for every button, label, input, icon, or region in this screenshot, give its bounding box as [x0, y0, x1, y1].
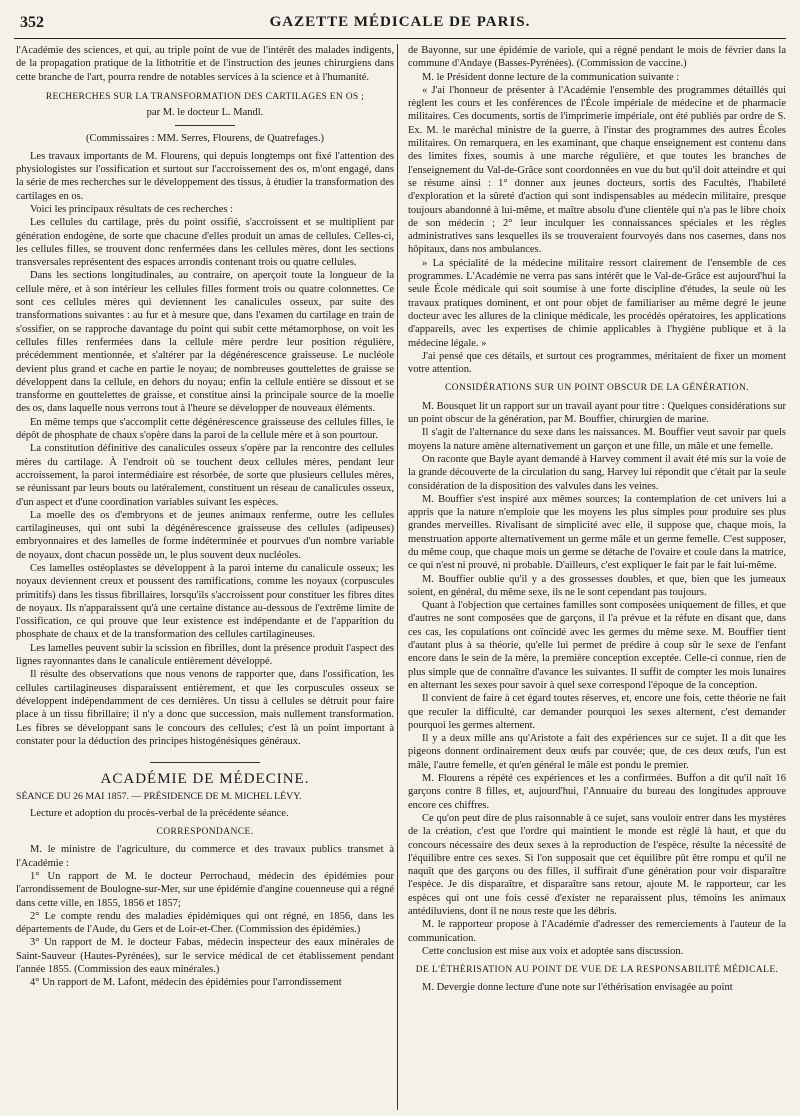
- column-divider: [397, 44, 398, 1110]
- paragraph: M. Flourens a répété ces expériences et les a confirmées. Buffon a dit qu'il naît 16 garçons contre 8 filles, et, aujourd'hui, l'Annuaire du bureau des longitudes approuve encore ces chiffres.: [408, 773, 786, 811]
- article-author: par M. le docteur L. Mandl.: [146, 107, 264, 119]
- section-title: ACADÉMIE DE MÉDECINE.: [100, 771, 310, 788]
- paragraph: Les lamelles peuvent subir la scission en fibrilles, dont la présence produit l'aspect des lignes rayonnantes dans le canalicule entièrement développé.: [16, 642, 394, 668]
- paragraph: l'Académie des sciences, et qui, au triple point de vue de l'intérêt des malades indigents, de la propagation pratique de la lithotritie et de l'instruction des jeunes chirurgiens dans cette branche de l'art, pourra rendre de notables services à la science et à l'humanité.: [16, 45, 394, 83]
- paragraph: La moelle des os d'embryons et de jeunes animaux renferme, outre les cellules cartilagineuses, qui ont subi la dégénérescence graisseuse des cellules (adipeuses) embryonnaires et des lamelles de forme indéterminée et pourvues d'un nombre variable de noyaux, dont chacun possède un, le plus souvent deux nucléoles.: [16, 509, 394, 561]
- paragraph: Les cellules du cartilage, près du point ossifié, s'accroissent et se multiplient par génération endogène, de sorte que chacune d'elles produit un amas de cellules. Celles-ci, les cellules filles, se trouvent donc renfermées dans les cellules mères, dont les sections transversales représentent des espaces arrondis contenant trois ou quatre cellules.: [16, 217, 394, 269]
- paragraph: 2° Le compte rendu des maladies épidémiques qui ont régné, en 1856, dans les départements de l'Aude, du Gers et de Loir-et-Cher. (Commission des épidémies.): [16, 910, 394, 936]
- running-header: [14, 12, 786, 39]
- paragraph: » La spécialité de la médecine militaire ressort clairement de l'ensemble de ces programmes. L'Académie ne verra pas sans intérêt que le Val-de-Grâce est aujourd'hui la seule École médicale qui soit soumise à une forte discipline d'études, la seule où les travaux pratiques dominent, et ont pour objet de familiariser au même degré le jeune docteur avec les allures de la clinique médicale, les procédés opératoires, les applications d'appareils, avec les expertises de chimie applicables à l'hygiène publique et à la médecine légale. »: [408, 257, 786, 349]
- paragraph: Lecture et adoption du procès-verbal de la précédente séance.: [30, 807, 289, 819]
- paragraph: Cette conclusion est mise aux voix et adoptée sans discussion.: [422, 945, 684, 957]
- article-title: DE L'ÉTHÉRISATION AU POINT DE VUE DE LA RESPONSABILITÉ MÉDICALE.: [415, 965, 779, 976]
- paragraph: M. le rapporteur propose à l'Académie d'adresser des remerciements à l'auteur de la communication.: [408, 919, 786, 944]
- paragraph: de Bayonne, sur une épidémie de variole, qui a régné pendant le mois de février dans la commune d'Andaye (Basses-Pyrénées). (Commission de vaccine.): [408, 45, 786, 70]
- journal-title: GAZETTE MÉDICALE DE PARIS.: [269, 14, 531, 30]
- correspondence-title: CORRESPONDANCE.: [156, 827, 254, 838]
- article-title: RECHERCHES SUR LA TRANSFORMATION DES CARTILAGES EN OS ;: [45, 91, 365, 102]
- paragraph: « J'ai l'honneur de présenter à l'Académie l'ensemble des programmes détaillés qui règlent les cours et les conférences de l'École impériale de médecine et de pharmacie militaires. Ces documents, sortis de l'imprimerie impériale, ont été publiés par ordre de S. Ex. M. le maréchal ministre de la guerre, à l'instar des programmes des autres Écoles militaires. On remarquera, en les examinant, que chaque enseignement est contenu dans des limites fixes, soumis à une marche régulière, et que toutes les branches de l'enseignement du Val-de-Grâce sont coordonnées en vue du but qu'il doit atteindre et qui se résume ainsi : 1° donner aux jeunes docteurs, sortis des Facultés, l'habileté d'exploration et la sûreté d'action qui sont indispensables au médecin militaire, presque toujours abandonné à lui-même, et maître absolu d'une clientèle qui n'a pas le libre choix de son médecin ; 2° leur inculquer les connaissances spéciales et les règles administratives sans lesquelles ils se trouveraient fourvoyés dans nos casernes, dans nos hôpitaux, dans nos ambulances.: [408, 84, 786, 256]
- paragraph: Ce qu'on peut dire de plus raisonnable à ce sujet, sans vouloir entrer dans les mystères de la création, c'est que l'ordre qui maintient le monde est réglé là haut, et que du concours nécessaire des deux sexes à la reproduction de l'espèce, résulte la nécessité de l'équilibre entre ces sexes. Si l'on supposait que cet équilibre pût être rompu et qu'il ne naquît que des garçons ou des filles, il suffirait d'une génération pour voir disparaître l'espèce. Je dis disparaître, et disparaître sans retour, ajoute M. le rapporteur, car les espèces qui ont une fois cessé d'exister ne reparaissent plus, témoins les animaux antédiluviens, dont il ne nous reste que les débris.: [408, 812, 786, 917]
- right-column: [408, 44, 786, 1112]
- paragraph: Voici les principaux résultats de ces recherches :: [30, 203, 234, 215]
- left-column: [16, 44, 394, 1112]
- paragraph: Quant à l'objection que certaines familles sont composées uniquement de filles, et que d'autres ne sont composées que de garçons, il l'a prévue et la réfute en disant que, dans ces cas, les copulations ont coïncidé avec les germes du même sexe. M. Bouffier tient d'autant plus à sa théorie, qu'elle lui permet de prédire à coup sûr le sexe de l'enfant encore dans le sein de la mère, la première conception exceptée. Celle-ci connue, rien de plus simple que de connaître d'avance les suivantes. Il suffit de compter les mois lunaires en alternant les sexes pour savoir à quel sexe correspond l'époque de la conception.: [408, 600, 786, 691]
- article-title: CONSIDÉRATIONS SUR UN POINT OBSCUR DE LA GÉNÉRATION.: [444, 383, 750, 394]
- paragraph: M. Bousquet lit un rapport sur un travail ayant pour titre : Quelques considérations sur un point obscur de la génération, par M. Bouffier, chirurgien de marine.: [408, 400, 786, 426]
- paragraph: M. Devergie donne lecture d'une note sur l'éthérisation envisagée au point: [422, 982, 733, 994]
- paragraph: Il s'agit de l'alternance du sexe dans les naissances. M. Bouffier veut savoir par quels moyens la nature amène alternativement un garçon et une fille, un mâle et une femelle.: [408, 427, 786, 452]
- paragraph: 3° Un rapport de M. le docteur Fabas, médecin inspecteur des eaux minérales de Saint-Sauveur (Hautes-Pyrénées), sur le service médical de cet établissement pendant l'année 1855. (Commission des eaux minérales.): [16, 937, 394, 975]
- paragraph: 4° Un rapport de M. Lafont, médecin des épidémies pour l'arrondissement: [30, 977, 342, 989]
- paragraph: M. Bouffier s'est inspiré aux mêmes sources; la contemplation de cet univers lui a appris que la nature n'emploie que les moyens les plus simples pour produire ses plus grandes merveilles. Rivalisant de simplicité avec elle, il suppose que, chaque mois, la menstruation apporte alternativement un germe mâle et un germe femelle. C'est supposer, du même coup, que chaque mois un germe se détache de l'ovaire et coule dans la matrice, ce qui n'est ni prouvé, ni probable. D'ailleurs, c'est expliquer le fait par le fait lui-même.: [408, 493, 786, 572]
- paragraph: J'ai pensé que ces détails, et surtout ces programmes, méritaient de fixer un moment votre attention.: [408, 350, 786, 376]
- paragraph: Les travaux importants de M. Flourens, qui depuis longtemps ont fixé l'attention des physiologistes sur l'ossification et surtout sur l'accroissement des os, m'ont engagé, dans la série de mes recherches sur le développement des tissus, à étudier la transformation des cartilages en os.: [16, 150, 394, 202]
- paragraph: La constitution définitive des canalicules osseux s'opère par la rencontre des cellules mères du cartilage. À l'endroit où se touchent deux cellules mères, pendant leur accroissement, la paroi intermédiaire est résorbée, de sorte que plusieurs cellules mères, se réunissant par leurs bouts ou latéralement, constituent un réseau de canalicules osseux, d'un aspect et d'une coordination variables suivant les espèces.: [16, 443, 394, 508]
- paragraph: 1° Un rapport de M. le docteur Perrochaud, médecin des épidémies pour l'arrondissement de Boulogne-sur-Mer, sur une épidémie d'angine couenneuse qui a régné dans cette ville, en 1855, 1856 et 1857;: [16, 870, 394, 909]
- paragraph: Ces lamelles ostéoplastes se développent à la paroi interne du canalicule osseux; les noyaux deviennent creux et poussent des ramifications, comme les noyaux (corpuscules primitifs) dans les tissus fibrillaires, lorsqu'ils s'accroissent pour constituer les fibres dites de noyaux. Ils n'apparaissent qu'à une certaine distance au-dessous de l'extrême limite de l'ossification, ce qui prouve que leur existence est indépendante et de l'apparition du phosphate de chaux et de la transformation des cellules cartilagineuses.: [16, 562, 394, 641]
- paragraph: Il résulte des observations que nous venons de rapporter que, dans l'ossification, les cellules cartilagineuses disparaissent entièrement, et que les corpuscules osseux se développent indépendamment de ces dernières. Un tissu à cellules se détruit pour faire place à un tissu fibrillaire; il n'y a donc que succession, mais nullement transformation. Les fibres se développant sans le concours des cellules; c'est là un point important à constater pour la déduction des principes histogénésiques généraux.: [16, 669, 394, 747]
- paragraph: M. le Président donne lecture de la communication suivante :: [422, 71, 680, 83]
- paragraph: Dans les sections longitudinales, au contraire, on aperçoit toute la longueur de la cellule mère, et à son intérieur les cellules filles forment trois ou quatre colonnettes. Ce sont ces cellules mères qui deviennent les canalicules osseux, par suite des transformations suivantes : au fur et à mesure que, dans l'examen du cartilage en train de s'ossifier, on se rapproche davantage du point qui subit cette métamorphose, on voit les cellules filles renfermées dans la cellule mère perdre leur position régulière, précédemment mentionnée, et s'altérer par la dégénérescence graisseuse. Le nucléole devient plus grand et cache en partie le noyau; de nombreuses gouttelettes de graisse se développent dans la cellule, en dehors du noyau; enfin la cellule entière se dissout et se transforme en gouttelettes de graisse, et constitue ainsi la principale source de la moelle des os, dans laquelle nous verrons tout à l'heure se développer de nouveaux éléments.: [16, 270, 394, 415]
- session-line: SÉANCE DU 26 MAI 1857. — PRÉSIDENCE DE M. MICHEL LÉVY.: [16, 791, 302, 803]
- section-divider: [150, 762, 260, 763]
- paragraph: En même temps que s'accomplit cette dégénérescence graisseuse des cellules filles, le dépôt de phosphate de chaux s'opère dans la paroi de la cellule mère et à son pourtour.: [16, 416, 394, 442]
- paragraph: Il y a deux mille ans qu'Aristote a fait des expériences sur ce sujet. Il a dit que les pigeons donnent ordinairement deux œufs par couvée; que, de ces deux œufs, l'un est mâle, l'autre femelle, et qu'en général le mâle est pondu le premier.: [408, 733, 786, 771]
- commission-note: (Commissaires : MM. Serres, Flourens, de Quatrefages.): [86, 133, 324, 145]
- paragraph: Il convient de faire à cet égard toutes réserves, et, encore une fois, cette théorie ne fait que reculer la difficulté, car demander pourquoi les sexes alternent, c'est demander pourquoi les germes alternent.: [408, 693, 786, 731]
- paragraph: M. Bouffier oublie qu'il y a des grossesses doubles, et que, bien que les jumeaux soient, en général, du même sexe, ils ne le sont cependant pas toujours.: [408, 573, 786, 598]
- page-number: 352: [20, 14, 44, 31]
- divider: [175, 125, 235, 126]
- paragraph: On raconte que Bayle ayant demandé à Harvey comment il avait été mis sur la voie de la grande découverte de la circulation du sang, Harvey lui répondit que c'était par la seule considération de la disposition des valvules dans les veines.: [408, 453, 786, 492]
- paragraph: M. le ministre de l'agriculture, du commerce et des travaux publics transmet à l'Académie :: [16, 844, 394, 869]
